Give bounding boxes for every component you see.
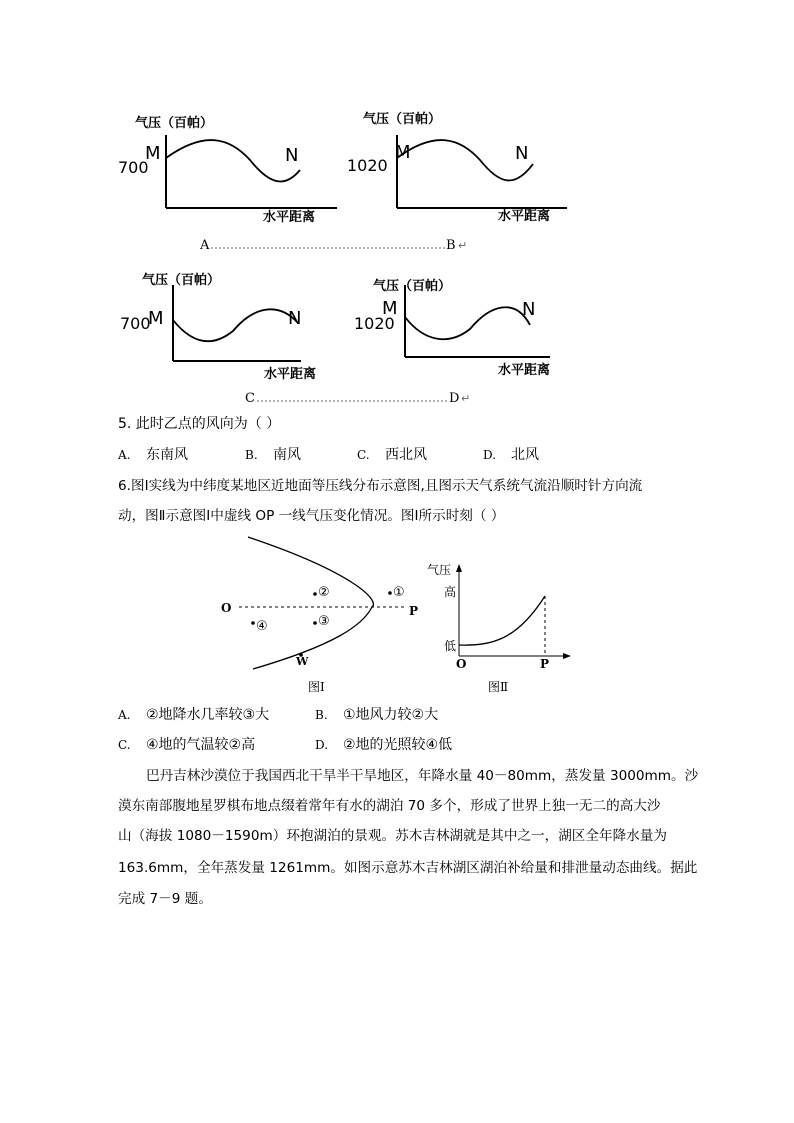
return-mark-ab: ↵	[458, 239, 468, 252]
q5-option-a-text: 东南风	[146, 447, 188, 463]
q6-option-a-text: ②地降水几率较③大	[146, 707, 270, 723]
figure-1-label-3: ③	[318, 614, 330, 629]
q5-stem: 5. 此时乙点的风向为（ ）	[118, 416, 281, 432]
return-mark-cd: ↵	[461, 392, 471, 405]
graph-c-value: 700	[120, 314, 151, 333]
graph-b-curve	[397, 140, 533, 180]
figure-2-yaxis-arrow	[456, 564, 462, 572]
figure-2-low: 低	[444, 639, 457, 653]
passage-line-3: 山（海拔 1080－1590m）环抱湖泊的景观。苏木吉林湖就是其中之一，湖区全年降水量为	[118, 828, 667, 844]
figure-1-label-4: ④	[256, 619, 268, 634]
graph-b-letter: B	[446, 238, 456, 253]
figure-1-label-2: ②	[318, 585, 330, 600]
figure-2-label-o: O	[456, 657, 467, 671]
figure-1-dot-1	[388, 591, 392, 595]
figure-2-curve	[459, 596, 545, 645]
passage-line-2: 漠东南部腹地星罗棋布地点缀着常年有水的湖泊 70 多个，形成了世界上独一无二的高大沙	[118, 798, 661, 814]
passage-line-4: 163.6mm，全年蒸发量 1261mm。如图示意苏木吉林湖区湖泊补给量和排泄量动态曲线。据此	[118, 860, 698, 876]
passage-line-1: 巴丹吉林沙漠位于我国西北干旱半干旱地区，年降水量 40－80mm，蒸发量 3000mm。沙	[146, 768, 699, 784]
figure-1-label-o: O	[221, 601, 232, 615]
figure-1-caption: 图Ⅰ	[308, 680, 325, 694]
graph-d	[350, 265, 580, 390]
figure-2-high: 高	[444, 585, 457, 599]
q6-stem-line2: 动，图Ⅱ示意图Ⅰ中虚线 OP 一线气压变化情况。图Ⅰ所示时刻（ ）	[118, 508, 505, 524]
graph-a-curve	[166, 140, 300, 181]
figure-1-isobar	[248, 537, 373, 669]
q5-option-b-text: 南风	[273, 447, 301, 463]
graph-c	[118, 265, 348, 390]
graph-a-letter: A	[200, 238, 210, 253]
graph-b-ylabel: 气压（百帕）	[363, 112, 442, 127]
q6-stem-line1: 6.图Ⅰ实线为中纬度某地区近地面等压线分布示意图,且图示天气系统气流沿顺时针方向流	[118, 478, 643, 494]
graph-b-n: N	[515, 143, 529, 164]
passage-line-5: 完成 7－9 题。	[118, 891, 212, 907]
graph-a-value: 700	[118, 158, 149, 177]
q5-option-d-text: 北风	[511, 447, 539, 463]
q6-option-b-key: B.	[315, 708, 328, 722]
graph-a-n: N	[285, 145, 299, 166]
figure-1-label-p: P	[409, 604, 419, 618]
graph-d-m: M	[382, 298, 398, 319]
q6-option-c-text: ④地的气温较②高	[146, 737, 256, 753]
wavy-underline-cd	[256, 399, 448, 403]
figure-2	[422, 560, 577, 700]
figure-1-label-1: ①	[393, 585, 405, 600]
graph-b-m: M	[395, 142, 411, 163]
graph-b-value: 1020	[347, 156, 388, 175]
q5-option-b-key: B.	[245, 448, 258, 462]
graph-d-curve	[405, 307, 530, 339]
graph-a-xlabel: 水平距离	[263, 210, 316, 225]
graph-d-value: 1020	[354, 314, 395, 333]
graph-c-m: M	[148, 308, 164, 329]
graph-b-xlabel: 水平距离	[498, 209, 551, 224]
graph-b	[345, 110, 575, 230]
figure-1-dot-4	[251, 621, 255, 625]
q6-option-a-key: A.	[118, 708, 131, 722]
q6-option-b-text: ①地风力较②大	[343, 707, 439, 723]
graph-d-letter: D	[449, 391, 460, 406]
q5-option-c-text: 西北风	[385, 447, 427, 463]
figure-1-dot-3	[313, 621, 317, 625]
graph-a	[115, 110, 345, 230]
graph-c-letter: C	[245, 391, 255, 406]
graph-c-curve	[173, 309, 298, 341]
graph-c-n: N	[288, 308, 302, 329]
q6-option-c-key: C.	[118, 738, 131, 752]
graph-c-ylabel: 气压（百帕）	[142, 273, 221, 288]
figure-1-label-w: W	[296, 655, 309, 668]
graph-c-xlabel: 水平距离	[264, 367, 317, 382]
wavy-underline-ab	[210, 246, 446, 250]
q6-option-d-text: ②地的光照较④低	[343, 737, 453, 753]
figure-1	[215, 535, 430, 700]
figure-2-ylabel: 气压	[427, 563, 452, 577]
figure-2-label-p: P	[540, 657, 550, 671]
graph-d-n: N	[522, 299, 536, 320]
q5-option-c-key: C.	[357, 448, 370, 462]
figure-2-caption: 图Ⅱ	[488, 680, 509, 694]
figure-2-xaxis-arrow	[563, 653, 571, 659]
graph-d-xlabel: 水平距离	[498, 363, 551, 378]
q5-option-a-key: A.	[118, 448, 131, 462]
q6-option-d-key: D.	[315, 738, 329, 752]
graph-a-ylabel: 气压（百帕）	[135, 116, 214, 131]
graph-a-m: M	[145, 143, 161, 164]
figure-1-dot-2	[313, 592, 317, 596]
graph-d-ylabel: 气压（百帕）	[373, 279, 452, 294]
q5-option-d-key: D.	[483, 448, 497, 462]
